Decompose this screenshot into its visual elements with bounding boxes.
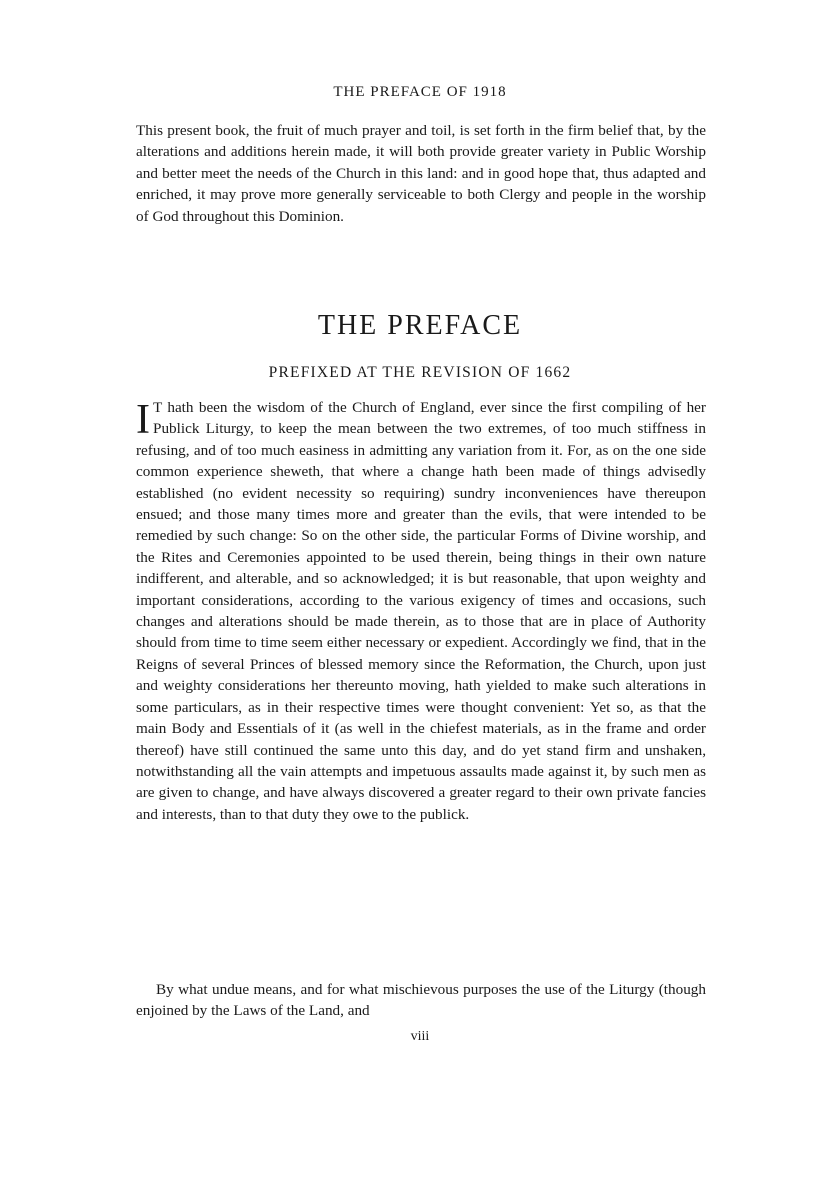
preface-1662-paragraph-1-text: T hath been the wisdom of the Church of England, ever since the first compiling of her Publick Liturgy, to keep the mean between the two extremes, of too much stiffness in refusing, and of too much easiness in admitting any variation from it. For, as on the one side common experience sheweth, that where a change hath been made of things advisedly established (no evident necessity so requiring) sundry inconveniences have thereupon ensued; and those many times more and greater than the evils, that were intended to be remedied by such change: So on the other side, the particular Forms of Divine worship, and the Rites and Ceremonies appointed to be used therein, being things in their own nature indifferent, and alterable, and so acknowledged; it is but reasonable, that upon weighty and important considerations, according to the various exigency of times and occasions, such changes and alterations should be made therein, as to those that are in place of Authority should from time to time seem either necessary or expedient. Accordingly we find, that in the Reigns of several Princes of blessed memory since the Reformation, the Church, upon just and weighty considerations her thereunto moving, hath yielded to make such alterations in some particulars, as in their respective times were thought convenient: Yet so, as that the main Body and Essentials of it (as well in the chiefest materials, as in the frame and order thereof) have still continued the same unto this day, and do yet stand firm and unshaken, notwithstanding all the vain attempts and impetuous assaults made against it, by such men as are given to change, and have always discovered a greater regard to their own private fancies and interests, than to that duty they owe to the publick. xyxy=(136,399,706,823)
preface-1662-paragraph-2: By what undue means, and for what mischievous purposes the use of the Liturgy (though enjoined by the Laws of the Land, and xyxy=(136,981,706,1020)
page-number: viii xyxy=(410,1029,430,1044)
page-title: THE PREFACE xyxy=(317,310,523,341)
drop-cap: I xyxy=(136,397,150,443)
preface-1662-paragraph-1 xyxy=(136,397,706,825)
running-head: THE PREFACE OF 1918 xyxy=(333,84,507,100)
preface-1918-paragraph: This present book, the fruit of much prayer and toil, is set forth in the firm belief that, by the alterations and additions herein made, it will both provide greater variety in Public Worship and better meet the needs of the Church in this land: and in good hope that, thus adapted and enriched, it may prove more generally serviceable to both Clergy and people in the worship of God throughout this Dominion. xyxy=(136,122,706,225)
section-subtitle: PREFIXED AT THE REVISION OF 1662 xyxy=(268,364,572,381)
